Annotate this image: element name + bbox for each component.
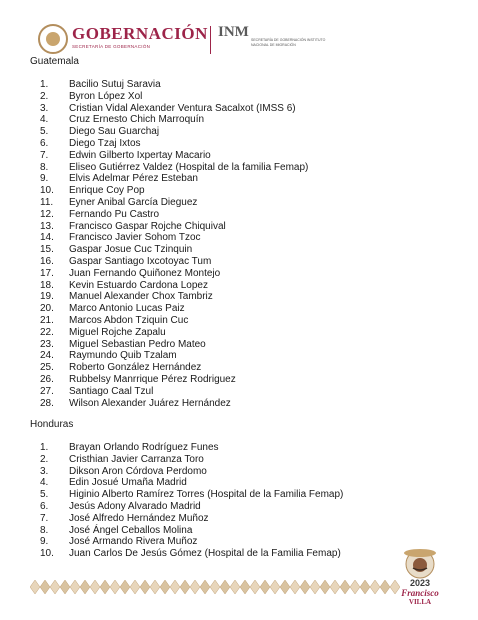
list-item-number: 1. (40, 442, 49, 453)
list-item-name: Gaspar Santiago Ixcotoyac Tum (69, 256, 212, 267)
list-item-name: Kevin Estuardo Cardona Lopez (69, 279, 208, 291)
list-item-name: Diego Tzaj Ixtos (69, 138, 141, 149)
list-item-name: Fernando Pu Castro (69, 208, 160, 220)
list-item-number: 6. (40, 501, 49, 512)
list-item-name: Marco Antonio Lucas Paiz (69, 303, 185, 315)
list-item-name: Santiago Caal Tzul (69, 385, 154, 397)
list-item-name: Brayan Orlando Rodríguez Funes (69, 442, 219, 453)
list-item-number: 7. (40, 512, 49, 524)
inm-logo-text: SECRETARÍA DE GOBERNACIÓN INSTITUTO NACIONAL DE MIGRACIÓN (251, 38, 326, 47)
list-item-name: Elvis Adelmar Pérez Esteban (69, 173, 198, 185)
list-item-name: Cristhian Javier Carranza Toro (69, 453, 204, 465)
decorative-footer-band (30, 576, 400, 598)
list-item-number: 6. (40, 138, 49, 149)
list-item-name: José Alfredo Hernández Muñoz (69, 512, 209, 524)
list-item-name: Byron López Xol (69, 90, 143, 102)
list-item-name: Raymundo Quib Tzalam (69, 350, 177, 362)
list-item-number: 7. (40, 149, 49, 161)
list-item-number: 19. (40, 291, 54, 303)
list-item-name: Rubbelsy Manrrique Pérez Rodriguez (69, 374, 236, 385)
list-item-number: 3. (40, 465, 49, 477)
list-item-name: Francisco Javier Sohom Tzoc (69, 232, 201, 244)
list-item-name: Miguel Sebastian Pedro Mateo (69, 338, 206, 350)
list-item-number: 10. (40, 548, 54, 560)
list-item-number: 2. (40, 90, 49, 102)
list-item-name: Cristian Vidal Alexander Ventura Sacalxot (IMSS 6) (69, 102, 296, 114)
list-item-number: 22. (40, 326, 54, 338)
list-item-name: Enrique Coy Pop (69, 185, 145, 197)
list-item-name: Marcos Abdon Tziquin Cuc (69, 315, 189, 326)
list-item-number: 16. (40, 256, 54, 267)
list-item-number: 10. (40, 185, 54, 197)
francisco-villa-2023-emblem (380, 540, 460, 606)
list-item-name: Higinio Alberto Ramírez Torres (Hospital de la Familia Femap) (69, 489, 344, 501)
list-item-name: Francisco Gaspar Rojche Chiquival (69, 220, 226, 232)
list-item-name: Roberto González Hernández (69, 362, 202, 374)
list-item-name: Edwin Gilberto Ixpertay Macario (69, 149, 211, 161)
list-item-number: 8. (40, 161, 49, 173)
page-header (38, 22, 458, 62)
list-item-name: Jesús Adony Alvarado Madrid (69, 501, 201, 512)
list-item-number: 2. (40, 453, 49, 465)
list-item-name: Wilson Alexander Juárez Hernández (69, 397, 231, 409)
list-item-name: Miguel Rojche Zapalu (69, 326, 166, 338)
list-item-number: 28. (40, 397, 54, 409)
list-item-number: 3. (40, 102, 49, 114)
section-title-guatemala: Guatemala (30, 56, 79, 67)
section-title-honduras: Honduras (30, 419, 74, 430)
list-item-number: 9. (40, 173, 49, 185)
list-item-number: 13. (40, 220, 54, 232)
list-item-number: 4. (40, 114, 49, 126)
list-item-name: José Ángel Ceballos Molina (69, 524, 193, 536)
list-item-number: 9. (40, 536, 49, 548)
gobernacion-logo-title: GOBERNACIÓN (72, 24, 208, 43)
gobernacion-logo-subtitle: SECRETARÍA DE GOBERNACIÓN (72, 44, 151, 49)
list-item-number: 11. (40, 197, 54, 208)
emblem-year: 2023 (409, 578, 431, 588)
list-item-number: 1. (40, 79, 49, 90)
list-item-number: 8. (40, 524, 49, 536)
header-divider (210, 26, 211, 54)
list-item-name: Eyner Anibal García Dieguez (69, 197, 198, 208)
list-item-name: José Armando Rivera Muñoz (69, 536, 198, 548)
list-item-number: 5. (40, 489, 49, 501)
list-item-number: 25. (40, 362, 54, 374)
list-item-number: 4. (40, 477, 49, 489)
list-item-number: 21. (40, 315, 54, 326)
mexico-seal-icon (38, 24, 68, 54)
list-item-name: Diego Sau Guarchaj (69, 126, 160, 138)
list-item-name: Dikson Aron Córdova Perdomo (69, 465, 207, 477)
list-item-number: 26. (40, 374, 54, 385)
list-item-number: 24. (40, 350, 54, 362)
list-item-name: Eliseo Gutiérrez Valdez (Hospital de la familia Femap) (69, 161, 309, 173)
list-item-number: 18. (40, 279, 54, 291)
list-item-name: Juan Fernando Quiñonez Montejo (69, 267, 221, 279)
list-item-number: 23. (40, 338, 54, 350)
list-item-name: Cruz Ernesto Chich Marroquín (69, 114, 205, 126)
inm-logo: INM (218, 24, 249, 40)
list-item-number: 15. (40, 244, 54, 256)
list-item-name: Edin Josué Umaña Madrid (69, 477, 187, 489)
list-item-name: Gaspar Josue Cuc Tzinquin (69, 244, 193, 256)
list-item-number: 20. (40, 303, 54, 315)
list-item-number: 5. (40, 126, 49, 138)
list-item-number: 17. (40, 267, 54, 279)
list-item-name: Juan Carlos De Jesús Gómez (Hospital de la Familia Femap) (69, 548, 341, 560)
emblem-name-line2: VILLA (408, 598, 432, 606)
list-item-number: 12. (40, 208, 54, 220)
list-item-number: 14. (40, 232, 54, 244)
list-item-name: Bacilio Sutuj Saravia (69, 79, 161, 90)
emblem-name-line1: Francisco (401, 588, 439, 598)
list-item-name: Manuel Alexander Chox Tambriz (69, 291, 213, 303)
list-item-number: 27. (40, 385, 54, 397)
